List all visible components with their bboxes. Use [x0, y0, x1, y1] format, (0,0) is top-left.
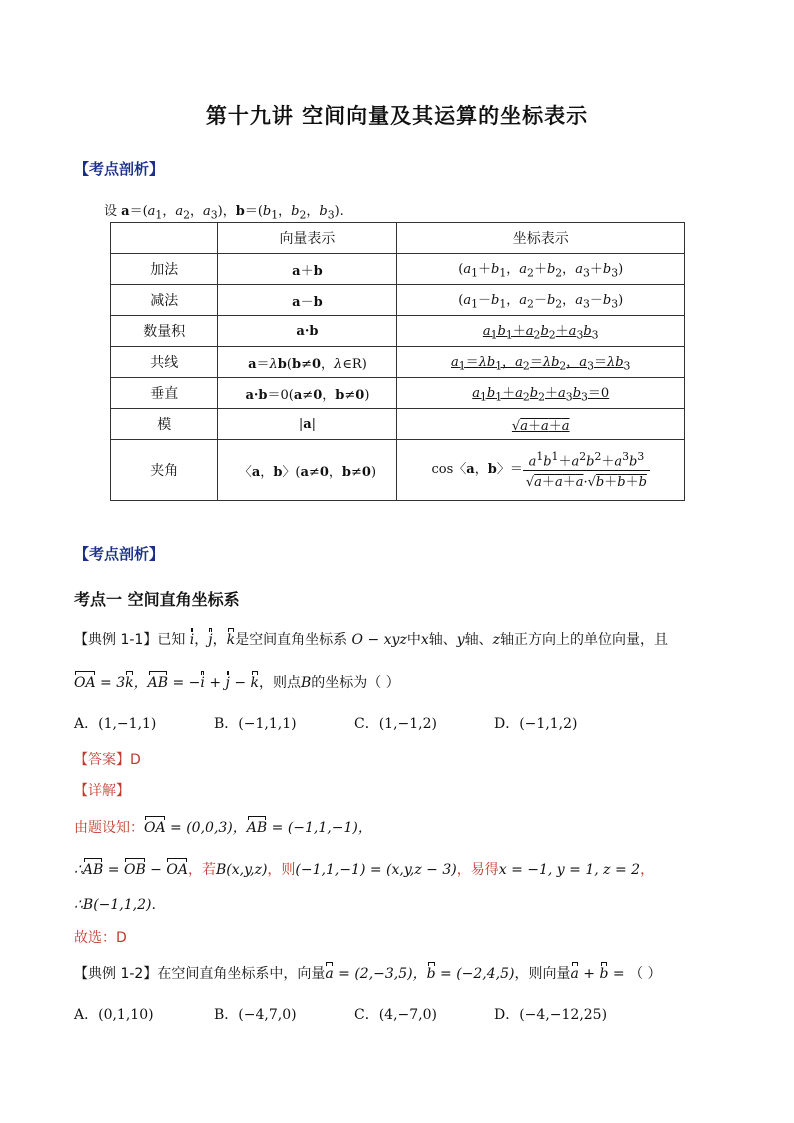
detail-line-1: 由题设知：OA = (0,0,3)，AB = (−1,1,−1)，: [74, 820, 372, 836]
text: ，若: [187, 862, 216, 878]
formula-table: [110, 222, 685, 501]
text: 轴正方向上的单位向量，且: [500, 632, 669, 648]
example-1-1-line1: 【典例 1-1】已知 i，j，k是空间直角坐标系 O − xyz中x轴、y轴、z轴正方向上的单位向量，且: [74, 632, 669, 648]
row-name: 数量积: [111, 316, 218, 347]
row-vector: a＋b: [218, 254, 397, 285]
table-row: [111, 285, 685, 316]
example-tag: 【典例 1-2】: [74, 966, 158, 982]
row-coord: √a＋a＋a: [397, 409, 685, 440]
text: 中: [406, 632, 421, 648]
detail-line-3: ∴B(−1,1,2).: [74, 897, 156, 913]
option-b[interactable]: B．(−4,7,0): [214, 1007, 297, 1023]
topic-heading: 考点一 空间直角坐标系: [74, 590, 240, 609]
table-row: [111, 254, 685, 285]
text: 是空间直角坐标系: [235, 632, 348, 648]
option-d[interactable]: D．(−1,1,2): [494, 716, 578, 732]
option-c[interactable]: C．(1,−1,2): [354, 716, 437, 732]
example-tag: 【典例 1-1】: [74, 632, 158, 648]
option-c[interactable]: C．(4,−7,0): [354, 1007, 437, 1023]
detail-label: 【详解】: [74, 783, 130, 799]
math: B(x,y,z): [215, 862, 268, 878]
row-name: 夹角: [111, 440, 218, 501]
row-name: 加法: [111, 254, 218, 285]
text: 在空间直角坐标系中，向量: [157, 966, 326, 982]
detail-line-4: 故选：D: [74, 930, 127, 946]
table-row: [111, 409, 685, 440]
row-coord: $a_1b_1+a_2b_2+a_3b_3$: [397, 316, 685, 347]
text: ，则: [267, 862, 296, 878]
row-coord: ($a_1+b_1$，$a_2+b_2$，$a_3+b_3$): [397, 254, 685, 285]
table-header-cell: [111, 223, 218, 254]
math: x = −1, y = 1, z = 2: [498, 862, 641, 878]
intro-line: 设 $a=(a_1$，$a_2$，$a_3$)，$b=(b_1$，$b_2$，$b_3$).: [104, 204, 344, 222]
page-title: 第十九讲 空间向量及其运算的坐标表示: [205, 104, 589, 128]
table-header-cell: 向量表示: [218, 223, 397, 254]
table-row: [111, 347, 685, 378]
example-1-1-options: [74, 714, 634, 734]
row-coord: $a_1b_1+a_2b_2+a_3b_3=0$: [397, 378, 685, 409]
text: ，: [640, 862, 655, 878]
example-1-2-line1: 【典例 1-2】在空间直角坐标系中，向量a = (2,−3,5)，b = (−2,4,5)，则向量a + b = （ ）: [74, 966, 662, 982]
row-name: 共线: [111, 347, 218, 378]
text: 轴、: [428, 632, 457, 648]
table-row: [111, 378, 685, 409]
option-d[interactable]: D．(−4,−12,25): [494, 1007, 608, 1023]
option-a[interactable]: A．(1,−1,1): [74, 716, 157, 732]
section-heading-analysis-2: 【考点剖析】: [74, 545, 165, 563]
table-header-cell: 坐标表示: [397, 223, 685, 254]
angle-fraction: $\frac{a^1b^1+a^2b^2+a^3b^3}{√a+a+a\cdot√b+b+b}$: [523, 450, 650, 489]
detail-line-2: ∴AB = OB − OA，若B(x,y,z)，则(−1,1,−1) = (x,y,z − 3)，易得x = −1, y = 1, z = 2，: [74, 862, 655, 878]
answer-label: 【答案】D: [74, 752, 141, 768]
row-name: 垂直: [111, 378, 218, 409]
row-vector: a－b: [218, 285, 397, 316]
row-vector: a·b: [218, 316, 397, 347]
row-vector: |a|: [218, 409, 397, 440]
math: (−1,1,−1) = (x,y,z − 3): [295, 862, 457, 878]
example-1-2-options: [74, 1005, 634, 1025]
text: 的坐标为（ ）: [311, 675, 400, 691]
table-row: [111, 316, 685, 347]
row-name: 模: [111, 409, 218, 440]
option-a[interactable]: A．(0,1,10): [74, 1007, 154, 1023]
row-vector: a·b＝0(a≠0，b≠0): [218, 378, 397, 409]
row-name: 减法: [111, 285, 218, 316]
table-header-row: [111, 223, 685, 254]
row-coord: cos〈a，b〉＝ $\frac{a^1b^1+a^2b^2+a^3b^3}{√a+a+a\cdot√b+b+b}$: [397, 440, 685, 501]
example-1-1-line2: OA = 3k，AB = −i + j − k，则点B的坐标为（ ）: [74, 675, 400, 691]
text: 轴、: [464, 632, 493, 648]
row-coord: ($a_1-b_1$，$a_2-b_2$，$a_3-b_3$): [397, 285, 685, 316]
text: ，易得: [456, 862, 499, 878]
section-heading-analysis: 【考点剖析】: [74, 160, 165, 178]
text: 由题设知：: [74, 820, 144, 836]
row-vector: a＝λb(b≠0，λ∈R): [218, 347, 397, 378]
text: ，则点: [259, 675, 301, 691]
option-b[interactable]: B．(−1,1,1): [214, 716, 297, 732]
table-row: [111, 440, 685, 501]
row-coord: $a_1=\lambda b_1$，$a_2=\lambda b_2$，$a_3=\lambda b_3$: [397, 347, 685, 378]
text: 已知: [157, 632, 186, 648]
row-vector: 〈a，b〉(a≠0，b≠0): [218, 440, 397, 501]
text: ，则向量: [514, 966, 571, 982]
